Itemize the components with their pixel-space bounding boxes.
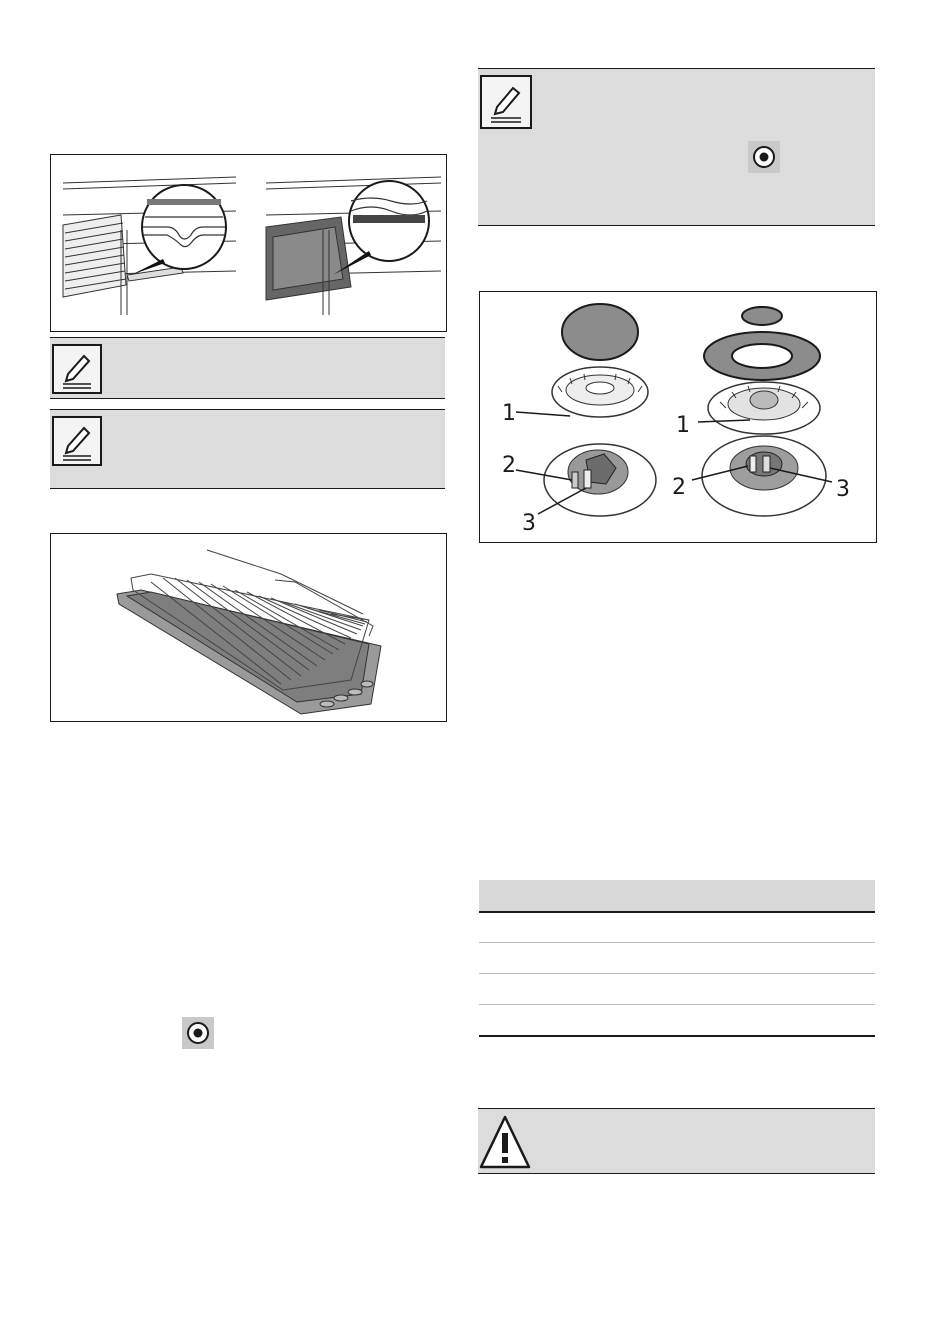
- pencil-note-icon: [52, 416, 102, 466]
- callout-label-right-3: 3: [836, 477, 850, 502]
- callout-label-right-2: 2: [672, 475, 686, 500]
- table-header-rule: [479, 911, 875, 913]
- table-header: [479, 880, 875, 911]
- rack-on-tray-figure: [50, 533, 447, 722]
- callout-label-right-1: 1: [676, 413, 690, 438]
- table-row: [479, 1004, 875, 1005]
- oven-light-knob-icon: [182, 1017, 214, 1049]
- shelf-rails-figure: [50, 154, 447, 332]
- callout-label-left-1: 1: [502, 401, 516, 426]
- burner-parts-figure: [479, 291, 877, 543]
- note-block-1: [50, 337, 445, 399]
- warning-triangle-icon: [478, 1113, 532, 1171]
- table-row: [479, 942, 875, 943]
- pencil-note-icon: [480, 75, 532, 129]
- note-block-2: [50, 409, 445, 489]
- warning-block: [478, 1108, 875, 1174]
- oven-light-knob-icon: [748, 141, 780, 173]
- shelf-rails-illustration: [51, 155, 446, 331]
- table-row: [479, 973, 875, 974]
- burner-parts-illustration: [480, 292, 876, 542]
- table-bottom-rule: [479, 1035, 875, 1037]
- pencil-note-icon: [52, 344, 102, 394]
- callout-label-left-2: 2: [502, 453, 516, 478]
- callout-label-left-3: 3: [522, 511, 536, 536]
- note-block-3: [478, 68, 875, 226]
- rack-on-tray-illustration: [51, 534, 446, 721]
